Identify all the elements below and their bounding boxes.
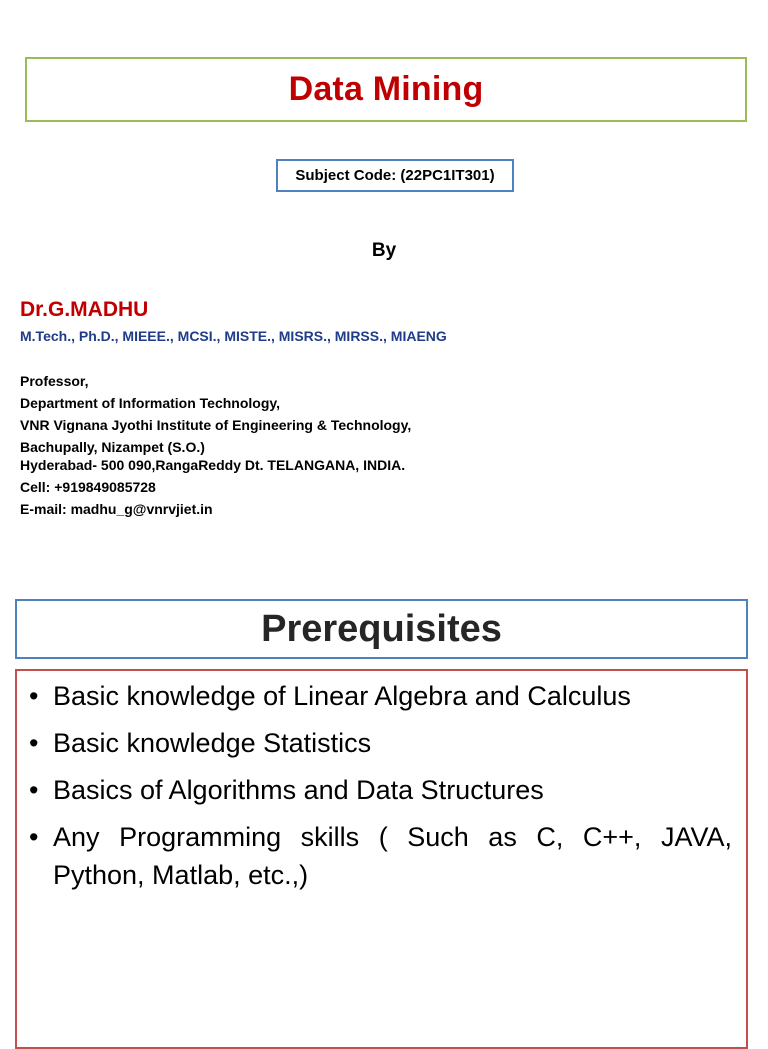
- list-item: [29, 818, 732, 894]
- list-item: [29, 677, 732, 715]
- list-item-text: Basic knowledge Statistics: [53, 728, 372, 758]
- page-title: Data Mining: [288, 70, 484, 108]
- address-line: VNR Vignana Jyothi Institute of Engineering & Technology,: [20, 417, 412, 433]
- bullet-icon: •: [29, 681, 39, 711]
- author-qualifications: M.Tech., Ph.D., MIEEE., MCSI., MISTE., MISRS., MIRSS., MIAENG: [20, 328, 447, 344]
- prerequisites-header: [15, 599, 748, 659]
- prerequisites-body: [15, 669, 748, 1049]
- subject-code: Subject Code: (22PC1IT301): [295, 167, 495, 184]
- list-item-text: Basic knowledge of Linear Algebra and Calculus: [53, 681, 631, 711]
- address-line: Professor,: [20, 373, 89, 389]
- list-item: [29, 771, 732, 809]
- list-item-text: Any Programming skills ( Such as C, C++, JAVA, Python, Matlab, etc.,): [53, 822, 732, 890]
- address-line: Department of Information Technology,: [20, 395, 281, 411]
- address-line: Cell: +919849085728: [20, 479, 156, 495]
- address-line: Hyderabad- 500 090,RangaReddy Dt. TELANGANA, INDIA.: [20, 457, 406, 473]
- author-address: [20, 370, 411, 520]
- by-label: By: [371, 240, 397, 261]
- email-line: E-mail: madhu_g@vnrvjiet.in: [20, 501, 213, 517]
- title-box: [25, 57, 747, 122]
- bullet-icon: •: [29, 775, 39, 805]
- list-item-text: Basics of Algorithms and Data Structures: [53, 775, 544, 805]
- author-name: Dr.G.MADHU: [20, 298, 149, 321]
- list-item: [29, 724, 732, 762]
- bullet-icon: •: [29, 728, 39, 758]
- address-line: Bachupally, Nizampet (S.O.): [20, 439, 205, 455]
- bullet-icon: •: [29, 822, 39, 852]
- prerequisites-list: [29, 677, 732, 894]
- subject-code-box: [276, 159, 514, 192]
- prerequisites-title: Prerequisites: [261, 607, 502, 650]
